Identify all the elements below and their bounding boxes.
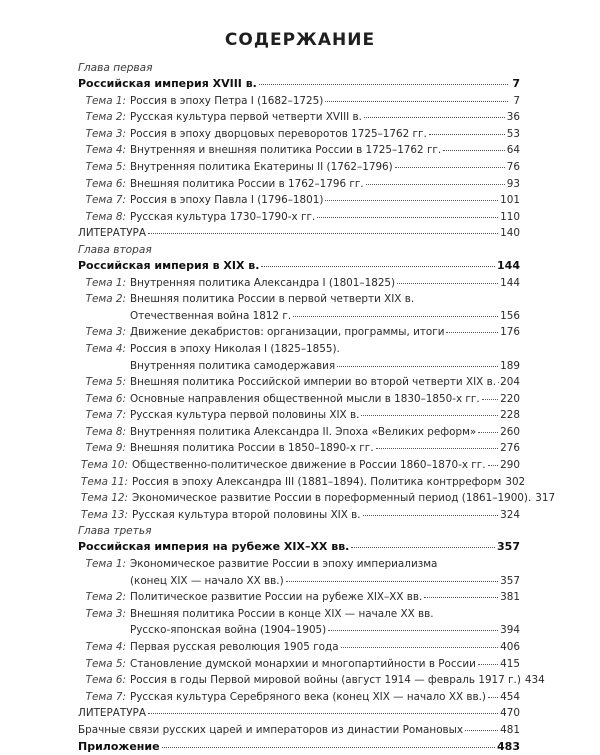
topic-entry[interactable] [78,341,520,358]
topic-label: Тема 2: [78,109,130,126]
entry-title: Внешняя политика России в 1850–1890-х гг. [130,440,374,457]
page-number: 317 [535,490,555,507]
entry-title: Русская культура 1730–1790-х гг. [130,209,315,226]
entry-title: Экономическое развитие России в пореформенный период (1861–1900). [132,490,531,507]
page-number: 156 [500,308,520,325]
entry-title: Приложение [78,739,160,755]
dot-leader [366,184,505,185]
dot-leader [162,747,495,748]
page-number: 381 [500,589,520,606]
topic-label: Тема 2: [78,291,130,308]
dot-leader [478,664,498,665]
chapter-label: Глава первая [78,60,520,76]
dot-leader [148,713,498,714]
page-number: 7 [510,93,520,110]
topic-entry[interactable] [78,159,520,176]
topic-label: Тема 7: [78,407,130,424]
entry-title: Внешняя политика России в конце XIX — начале XX вв. [130,606,434,623]
dot-leader [488,465,499,466]
topic-entry[interactable] [78,639,520,656]
page-number: 76 [507,159,520,176]
topic-label: Тема 6: [78,672,130,689]
entry-title: Русская культура второй половины XIX в. [132,507,361,524]
appendix-entry[interactable] [78,739,520,755]
topic-entry[interactable] [78,109,520,126]
literature-entry[interactable] [78,225,520,242]
topic-entry[interactable] [78,689,520,706]
entry-title: Внутренняя политика самодержавия [130,358,335,375]
topic-label: Тема 13: [78,507,132,524]
entry-title: Россия в эпоху дворцовых переворотов 1725–1762 гг. [130,126,427,143]
topic-entry[interactable] [78,192,520,209]
topic-entry[interactable] [78,606,520,623]
page-number: 357 [500,573,520,590]
topic-label: Тема 9: [78,440,130,457]
page-number: 36 [507,109,520,126]
entry-title: Внутренняя политика Александра I (1801–1825) [130,275,395,292]
topic-label: Тема 4: [78,142,130,159]
topic-entry-continued[interactable] [78,573,520,590]
page-number: 415 [500,656,520,673]
topic-entry[interactable] [78,556,520,573]
page-number: 228 [500,407,520,424]
dot-leader [443,150,505,151]
topic-entry[interactable] [78,589,520,606]
chapter-title[interactable] [78,76,520,93]
entry-title: Первая русская революция 1905 года [130,639,339,656]
page-number: 101 [500,192,520,209]
topic-entry[interactable] [78,440,520,457]
entry-title: Общественно-политическое движение в России 1860–1870-х гг. [132,457,486,474]
page-number: 470 [500,705,520,722]
dot-leader [341,647,499,648]
dot-leader [488,697,498,698]
page-number: 176 [500,324,520,341]
dot-leader [424,597,498,598]
entry-title: Русская культура Серебряного века (конец XIX — начало XX вв.) [130,689,486,706]
topic-label: Тема 12: [78,490,132,507]
page-number: 220 [500,391,520,408]
topic-label: Тема 2: [78,589,130,606]
page-number: 204 [500,374,520,391]
page-title: СОДЕРЖАНИЕ [0,30,600,50]
page-number: 93 [507,176,520,193]
dot-leader [286,581,498,582]
entry-title: Внутренняя и внешняя политика России в 1725–1762 гг. [130,142,441,159]
page-number: 110 [500,209,520,226]
page-number: 276 [500,440,520,457]
topic-label: Тема 7: [78,192,130,209]
entry-title: Русская культура первой половины XIX в. [130,407,359,424]
entry-title: Россия в эпоху Павла I (1796–1801) [130,192,323,209]
topic-label: Тема 1: [78,556,130,573]
page-number: 434 [525,672,545,689]
topic-entry[interactable] [78,474,520,491]
page-number: 189 [500,358,520,375]
topic-label: Тема 4: [78,341,130,358]
entry-title: Становление думской монархии и многопартийности в России [130,656,476,673]
entry-title: Внешняя политика России в первой четверти XIX в. [130,291,414,308]
topic-entry[interactable] [78,672,520,689]
chapter-title[interactable] [78,258,520,275]
topic-label: Тема 6: [78,176,130,193]
topic-label: Тема 1: [78,93,130,110]
dot-leader [259,84,508,85]
topic-label: Тема 11: [78,474,132,491]
topic-label: Тема 6: [78,391,130,408]
topic-label: Тема 8: [78,209,130,226]
entry-title: Основные направления общественной мысли в 1830–1850-х гг. [130,391,480,408]
page-number: 144 [497,258,520,275]
entry-title: Россия в эпоху Петра I (1682–1725) [130,93,323,110]
entry-title: Россия в годы Первой мировой войны (август 1914 — февраль 1917 г.) [130,672,521,689]
dot-leader [351,547,495,548]
entry-title: Экономическое развитие России в эпоху империализма [130,556,437,573]
dot-leader [325,200,498,201]
topic-entry[interactable] [78,656,520,673]
topic-entry[interactable] [78,324,520,341]
topic-label: Тема 5: [78,159,130,176]
entry-title: (конец XIX — начало XX вв.) [130,573,284,590]
page-number: 324 [500,507,520,524]
topic-entry[interactable] [78,407,520,424]
dot-leader [363,515,499,516]
entry-title: Внутренняя политика Екатерины II (1762–1796) [130,159,393,176]
entry-title: Российская империя в XIX в. [78,258,259,275]
page-number: 454 [500,689,520,706]
dot-leader [482,399,499,400]
entry-title: Отечественная война 1812 г. [130,308,291,325]
dot-leader [325,101,508,102]
topic-entry[interactable] [78,424,520,441]
topic-label: Тема 5: [78,656,130,673]
dot-leader [397,283,498,284]
topic-entry[interactable] [78,126,520,143]
topic-entry[interactable] [78,457,520,474]
chapter-label: Глава вторая [78,242,520,258]
dot-leader [317,217,498,218]
topic-entry-continued[interactable] [78,308,520,325]
dot-leader [446,332,498,333]
chapter-label: Глава третья [78,523,520,539]
page-number: 483 [497,739,520,755]
page-number: 144 [500,275,520,292]
dot-leader [364,117,505,118]
topic-entry[interactable] [78,275,520,292]
topic-entry-continued[interactable] [78,622,520,639]
page-number: 481 [500,722,520,739]
entry-title: Русско-японская война (1904–1905) [130,622,326,639]
entry-title: Россия в эпоху Александра III (1881–1894). Политика контрреформ [132,474,501,491]
page-number: 7 [510,76,520,93]
topic-entry[interactable] [78,490,520,507]
topic-label: Тема 7: [78,689,130,706]
entry-title: Внешняя политика Российской империи во второй четверти XIX в. [130,374,496,391]
dot-leader [337,366,498,367]
literature-entry[interactable] [78,705,520,722]
topic-entry-continued[interactable] [78,358,520,375]
page-number: 260 [500,424,520,441]
topic-label: Тема 1: [78,275,130,292]
entry-title: Российская империя XVIII в. [78,76,257,93]
entry-title: Россия в эпоху Николая I (1825–1855). [130,341,340,358]
dot-leader [361,415,498,416]
topic-entry[interactable] [78,374,520,391]
topic-entry[interactable] [78,507,520,524]
entry-title: Политическое развитие России на рубеже XIX–XX вв. [130,589,422,606]
topic-label: Тема 3: [78,606,130,623]
dot-leader [261,266,495,267]
topic-label: Тема 5: [78,374,130,391]
entry-title: Брачные связи русских царей и императоров из династии Романовых [78,722,463,739]
entry-title: ЛИТЕРАТУРА [78,705,146,722]
page-number: 53 [507,126,520,143]
table-of-contents [78,60,520,755]
page-number: 140 [500,225,520,242]
topic-entry[interactable] [78,93,520,110]
topic-label: Тема 3: [78,324,130,341]
romanov-marriages-entry[interactable] [78,722,520,739]
topic-label: Тема 3: [78,126,130,143]
entry-title: Русская культура первой четверти XVIII в. [130,109,362,126]
page-number: 357 [497,539,520,556]
page-number: 394 [500,622,520,639]
topic-entry[interactable] [78,142,520,159]
entry-title: Внешняя политика России в 1762–1796 гг. [130,176,364,193]
topic-label: Тема 4: [78,639,130,656]
topic-label: Тема 8: [78,424,130,441]
dot-leader [293,316,498,317]
topic-entry[interactable] [78,391,520,408]
entry-title: ЛИТЕРАТУРА [78,225,146,242]
dot-leader [148,233,498,234]
page-number: 302 [505,474,525,491]
dot-leader [429,134,505,135]
dot-leader [478,432,498,433]
page-number: 406 [500,639,520,656]
topic-entry[interactable] [78,176,520,193]
topic-label: Тема 10: [78,457,132,474]
dot-leader [376,448,499,449]
dot-leader [465,730,498,731]
page-number: 290 [500,457,520,474]
entry-title: Российская империя на рубеже XIX–XX вв. [78,539,349,556]
entry-title: Внутренняя политика Александра II. Эпоха «Великих реформ» [130,424,476,441]
topic-entry[interactable] [78,209,520,226]
chapter-title[interactable] [78,539,520,556]
topic-entry[interactable] [78,291,520,308]
page-number: 64 [507,142,520,159]
dot-leader [395,167,505,168]
dot-leader [328,630,498,631]
entry-title: Движение декабристов: организации, программы, итоги [130,324,444,341]
